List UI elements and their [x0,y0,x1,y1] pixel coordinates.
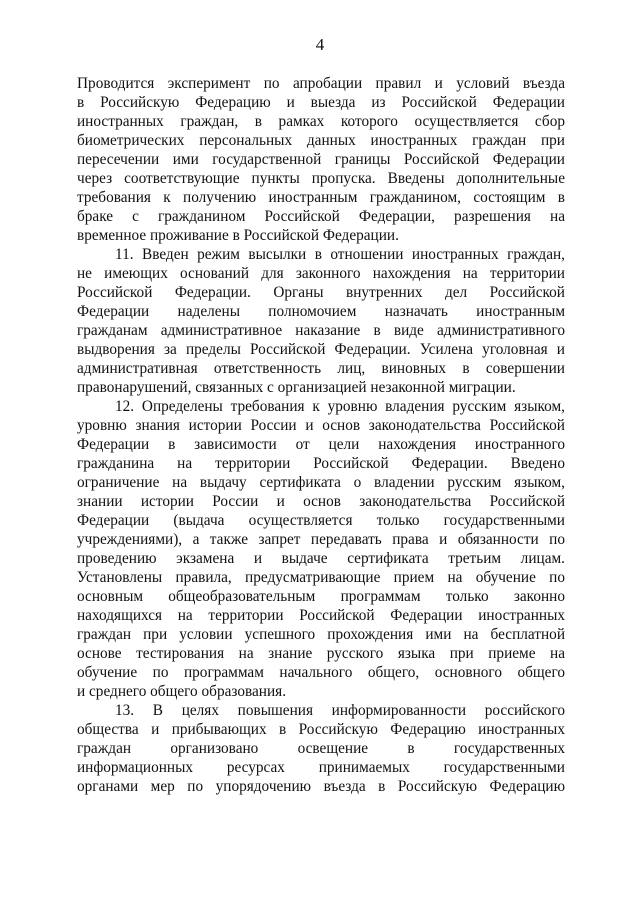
text-line: не имеющих оснований для законного нахождения на территории [77,265,565,282]
text-line: иностранных граждан, в рамках которого осуществляется сбор [77,113,565,130]
text-line: Проводится эксперимент по апробации правил и условий въезда [77,75,565,92]
text-line: браке с гражданином Российской Федерации, разрешения на [77,208,565,225]
text-line: биометрических персональных данных иностранных граждан при [77,132,565,149]
text-line: через соответствующие пункты пропуска. Введены дополнительные [77,170,565,187]
text-line: основным общеобразовательным программам только законно [77,588,565,605]
paragraph-11-start: 11. Введен режим высылки в отношении иностранных граждан, [115,246,565,263]
paragraph-12-start: 12. Определены требования к уровню владения русским языком, [115,398,565,415]
text-line: проведению экзамена и выдаче сертификата третьим лицам. [77,550,565,567]
text-line: административная ответственность лиц, виновных в совершении [77,360,565,377]
text-line: гражданам административное наказание в виде административного [77,322,565,339]
text-line: Федерации (выдача осуществляется только государственными [77,512,565,529]
paragraph-13-start: 13. В целях повышения информированности российского [115,702,565,719]
text-line: Установлены правила, предусматривающие прием на обучение по [77,569,565,586]
text-line: ограничение на выдачу сертификата о владении русским языком, [77,474,565,491]
text-line: пересечении ими государственной границы Российской Федерации [77,151,565,168]
text-line: требования к получению иностранным гражданином, состоящим в [77,189,565,206]
text-line: основе тестирования на знание русского языка при приеме на [77,645,565,662]
text-line: Федерации в зависимости от цели нахождения иностранного [77,436,565,453]
text-line: уровню знания истории России и основ законодательства Российской [77,417,565,434]
text-line: Российской Федерации. Органы внутренних дел Российской [77,284,565,301]
text-line: граждан при условии успешного прохождения ими на бесплатной [77,626,565,643]
text-line: граждан организовано освещение в государственных [77,740,565,757]
text-line: гражданина на территории Российской Федерации. Введено [77,455,565,472]
text-line: органами мер по упорядочению въезда в Российскую Федерацию [77,778,565,795]
text-line: временное проживание в Российской Федерации. [77,227,399,244]
text-line: обучение по программам начального общего, основного общего [77,664,565,681]
text-line: учреждениями), а также запрет передавать права и обязанности по [77,531,565,548]
page-number: 4 [315,35,325,54]
text-line: Федерации наделены полномочием назначать иностранным [77,303,565,320]
text-line: правонарушений, связанных с организацией незаконной миграции. [77,379,516,396]
text-line: выдворения за пределы Российской Федерации. Усилена уголовная и [77,341,565,358]
text-line: находящихся на территории Российской Федерации иностранных [77,607,565,624]
text-line: знании истории России и основ законодательства Российской [77,493,565,510]
body-text [77,74,565,796]
text-line: в Российскую Федерацию и выезда из Российской Федерации [77,94,565,111]
text-line: общества и прибывающих в Российскую Федерацию иностранных [77,721,565,738]
text-line: информационных ресурсах принимаемых государственными [77,759,565,776]
text-line: и среднего общего образования. [77,683,287,700]
